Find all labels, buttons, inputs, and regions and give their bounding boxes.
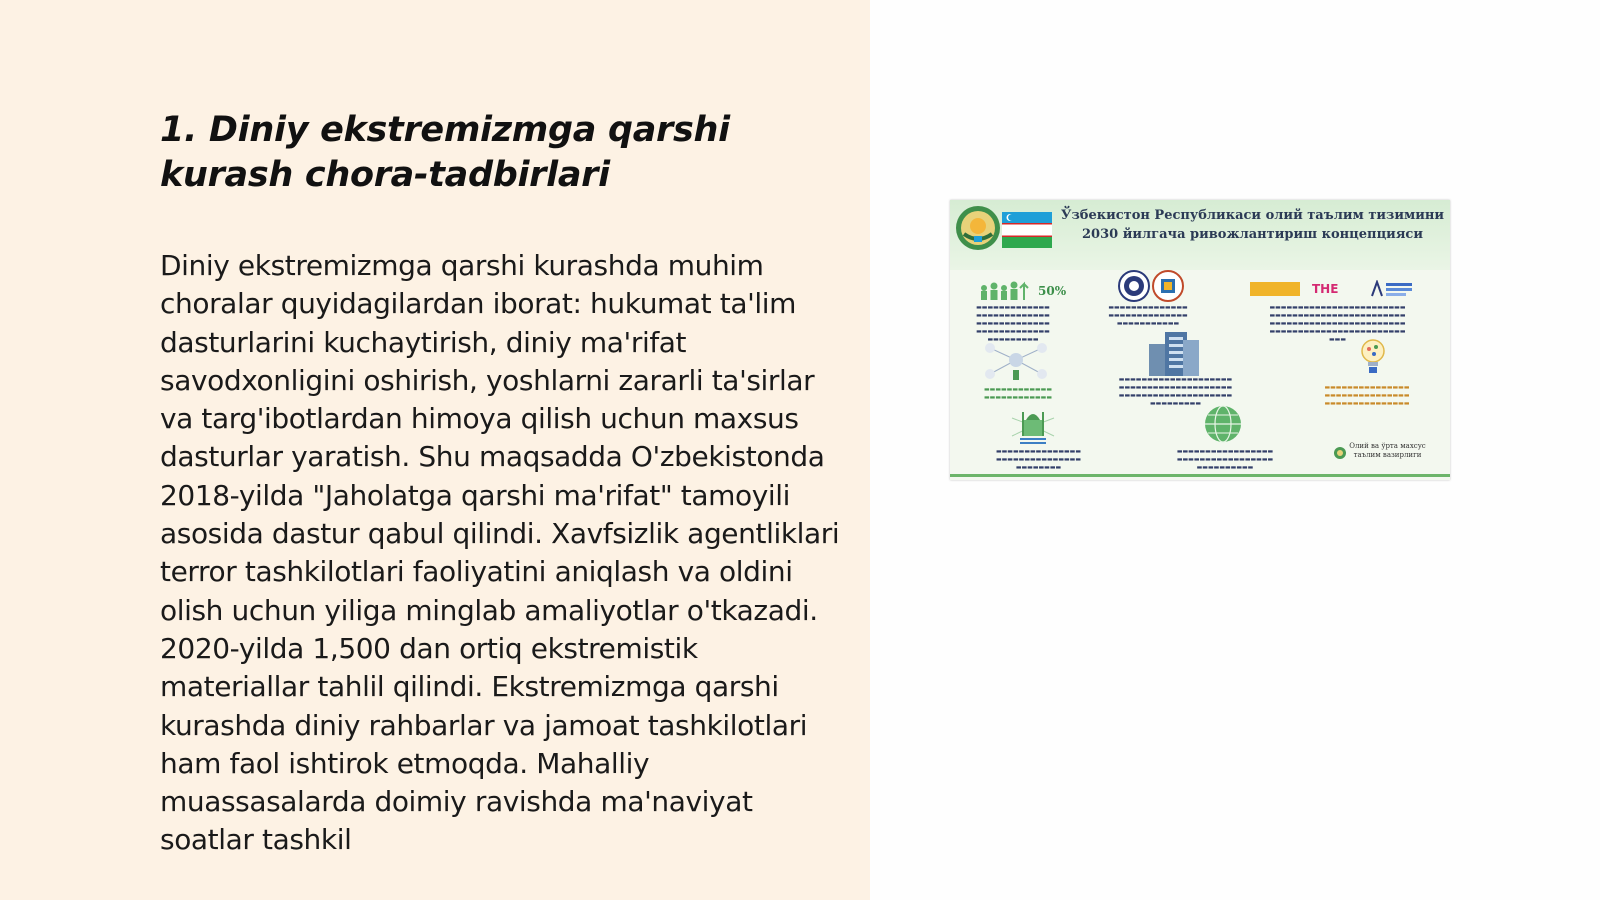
caption-text: ▬▬▬▬▬▬▬▬▬▬▬▬ ▬▬▬▬▬▬▬▬▬▬▬▬ <box>983 386 1053 401</box>
concept-infographic <box>950 200 1450 480</box>
uzbekistan-flag-icon <box>1002 212 1052 248</box>
ranking-logo-icon: THE <box>1312 282 1339 296</box>
university-logo-icon <box>1152 270 1184 302</box>
globe-icon <box>1200 404 1246 446</box>
caption-text: ▬▬▬▬▬▬▬▬▬▬▬▬▬▬▬ ▬▬▬▬▬▬▬▬▬▬▬▬▬▬▬ ▬▬▬▬▬▬▬▬ <box>995 448 1082 471</box>
state-emblem-icon <box>954 204 1002 252</box>
caption-text: ▬▬▬▬▬▬▬▬▬▬▬▬▬▬ ▬▬▬▬▬▬▬▬▬▬▬▬▬▬ ▬▬▬▬▬▬▬▬▬▬▬ <box>1108 304 1188 327</box>
infographic-footer: Олий ва ўрта махсус таълим вазирлиги <box>1349 442 1426 459</box>
lightbulb-icon <box>1360 338 1386 376</box>
growth-stat: 50% <box>1038 284 1067 298</box>
caption-text: ▬▬▬▬▬▬▬▬▬▬▬▬▬▬▬ ▬▬▬▬▬▬▬▬▬▬▬▬▬▬▬ ▬▬▬▬▬▬▬▬▬▬▬▬▬▬▬ <box>1324 384 1410 407</box>
infographic-bottom-border <box>950 474 1450 477</box>
caption-text: ▬▬▬▬▬▬▬▬▬▬▬▬▬▬▬▬▬▬▬▬ ▬▬▬▬▬▬▬▬▬▬▬▬▬▬▬▬▬▬▬▬ ▬▬▬▬▬▬▬▬▬▬▬▬▬▬▬▬▬▬▬▬ ▬▬▬▬▬▬▬▬▬ <box>1118 376 1233 407</box>
university-logo-icon <box>1118 270 1150 302</box>
people-stat-icon <box>978 280 1034 302</box>
caption-text: ▬▬▬▬▬▬▬▬▬▬▬▬▬▬▬▬▬ ▬▬▬▬▬▬▬▬▬▬▬▬▬▬▬▬▬ ▬▬▬▬▬▬▬▬▬▬ <box>1176 448 1274 471</box>
infographic-title: Ўзбекистон Республикаси олий таълим тизимини 2030 йилгача ривожлантириш концепцияси <box>1060 208 1445 242</box>
buildings-icon <box>1145 328 1203 378</box>
slide-body-text: Diniy ekstremizmga qarshi kurashda muhim choralar quyidagilardan iborat: hukumat ta'lim dasturlarini kuchaytirish, diniy ma'rifat savodxonligini oshirish, yoshlarni zararli ta'sirlar va targ'ibotlardan himoya qilish uchun maxsus dasturlar yaratish. Shu maqsadda O'zbekistonda 2018-yilda "Jaholatga qarshi ma'rifat" tamoyili asosida dastur qabul qilindi. Xavfsizlik agentliklari terror tashkilotlari faoliyatini aniqlash va oldini olish uchun yiliga minglab amaliyotlar o'tkazadi. 2020-yilda 1,500 dan ortiq ekstremistik materiallar tahlil qilindi. Ekstremizmga qarshi kurashda diniy rahbarlar va jamoat tashkilotlari ham faol ishtirok etmoqda. Mahalliy muassasalarda doimiy ravishda ma'naviyat soatlar tashkil <box>160 249 840 857</box>
slide-title: 1. Diniy ekstremizmga qarshi kurash chora-tadbirlari <box>160 110 730 195</box>
caption-text: ▬▬▬▬▬▬▬▬▬▬▬▬▬▬▬▬▬▬▬▬▬▬▬▬ ▬▬▬▬▬▬▬▬▬▬▬▬▬▬▬▬▬▬▬▬▬▬▬▬ ▬▬▬▬▬▬▬▬▬▬▬▬▬▬▬▬▬▬▬▬▬▬▬▬ ▬▬▬▬▬▬▬▬▬▬▬▬▬▬▬▬▬▬▬▬▬▬▬▬ ▬▬▬ <box>1269 304 1406 343</box>
network-icon <box>980 340 1052 382</box>
ranking-logo-icon <box>1370 280 1414 298</box>
mosque-network-icon <box>1008 404 1058 446</box>
ranking-logo-icon <box>1250 282 1300 296</box>
caption-text: ▬▬▬▬▬▬▬▬▬▬▬▬▬ ▬▬▬▬▬▬▬▬▬▬▬▬▬ ▬▬▬▬▬▬▬▬▬▬▬▬▬ ▬▬▬▬▬▬▬▬▬▬▬▬▬ ▬▬▬▬▬▬▬▬▬ <box>976 304 1050 343</box>
